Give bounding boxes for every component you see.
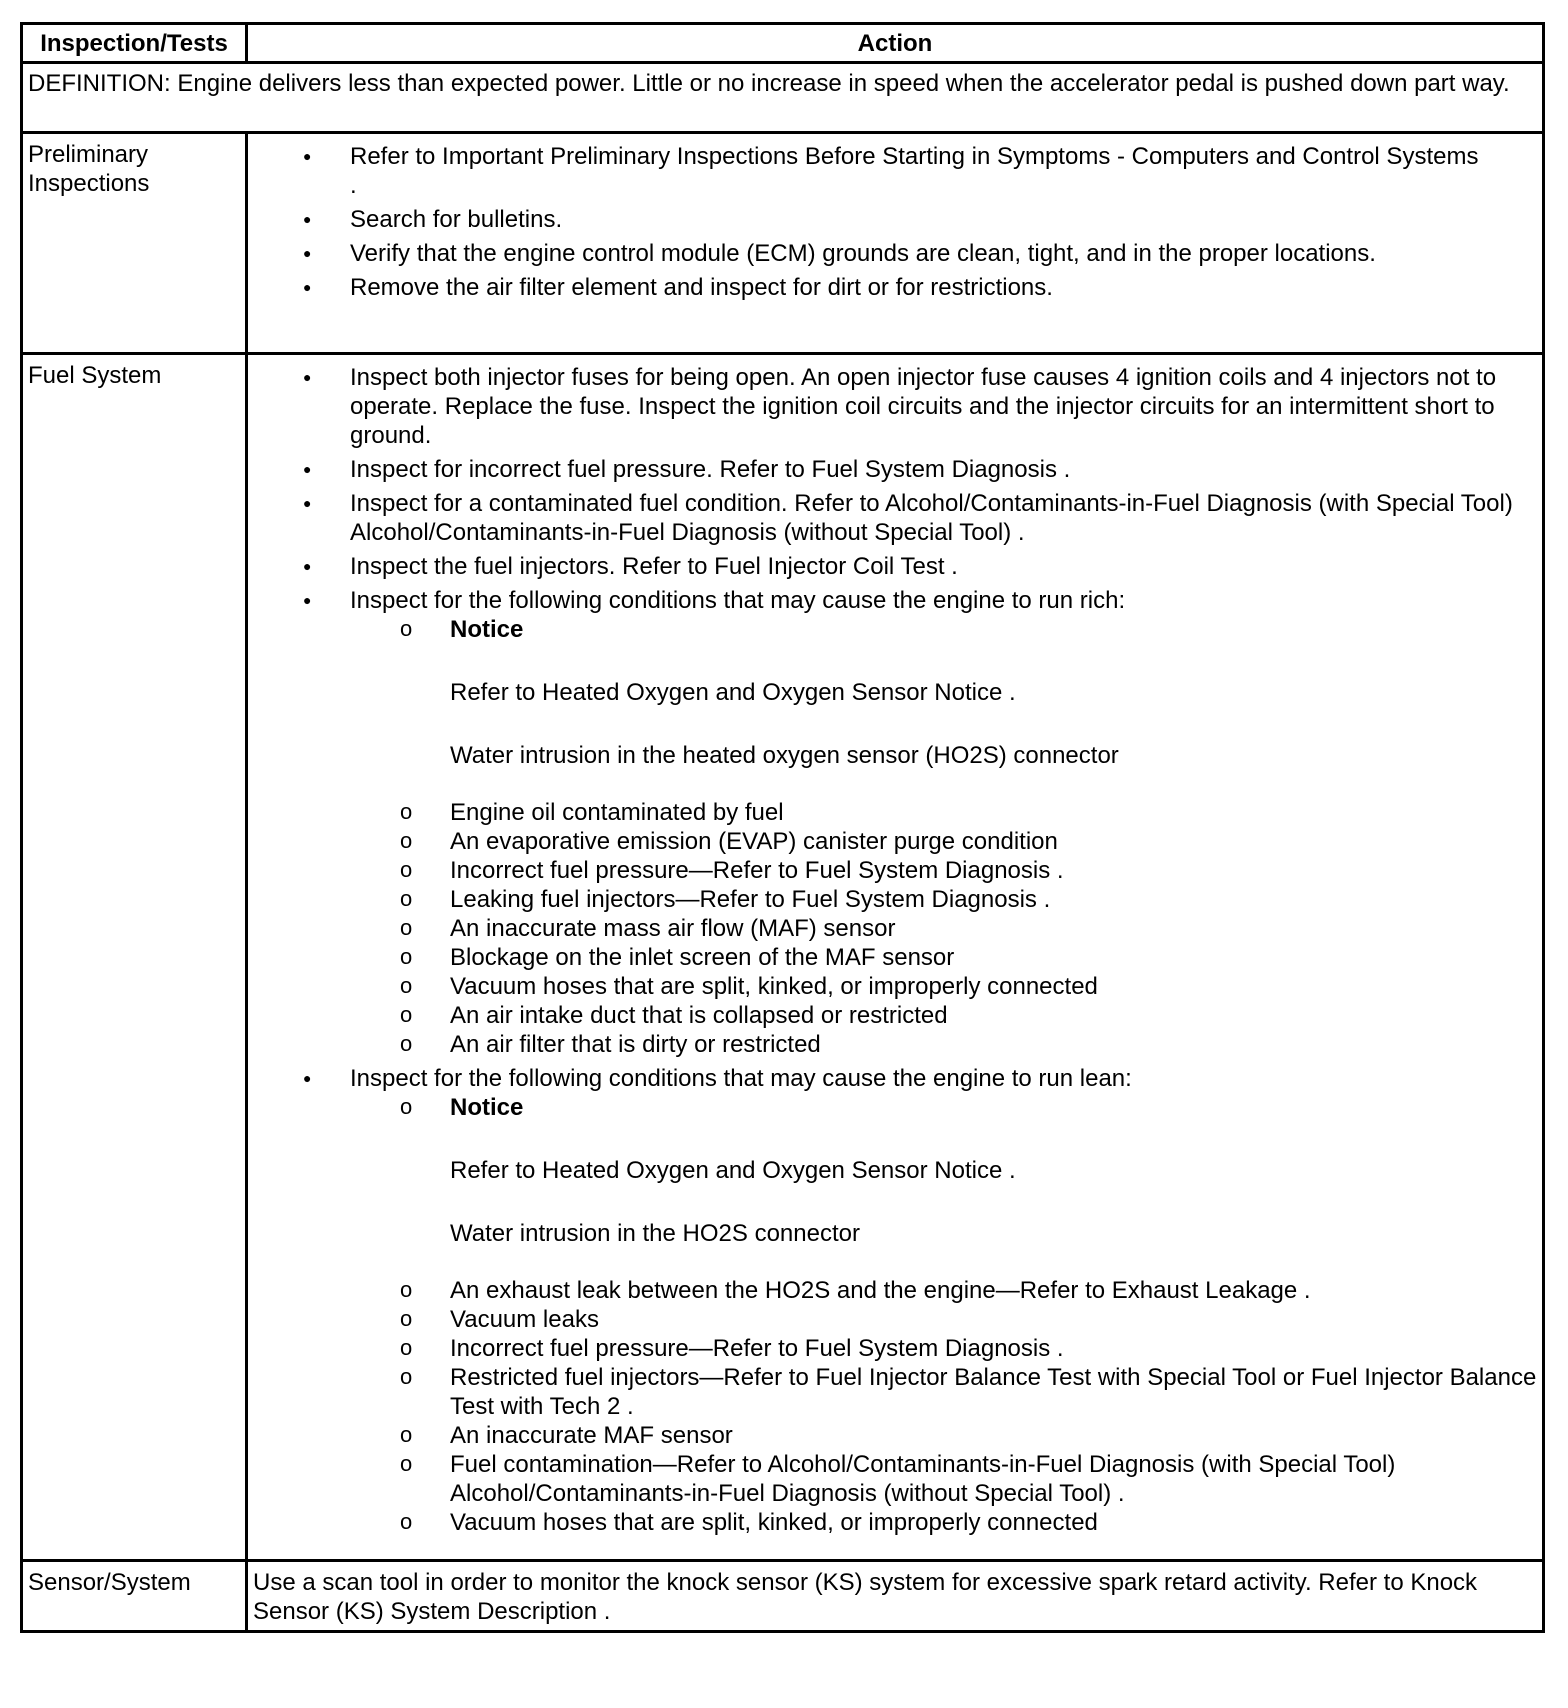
sensor-system-row [22, 1561, 1544, 1632]
lean-items-list [248, 1276, 1542, 1537]
list-item: o Leaking fuel injectors—Refer to Fuel System Diagnosis . [248, 885, 1542, 914]
notice-ref: Refer to Heated Oxygen and Oxygen Sensor Notice . [450, 1157, 1016, 1184]
sensor-system-label: Sensor/System [22, 1561, 247, 1632]
fuel-system-label: Fuel System [22, 354, 247, 1561]
list-item: ● Inspect for a contaminated fuel condition. Refer to Alcohol/Contaminants-in-Fuel Diagnosis (with Special Tool) Alcohol/Contaminants-in-Fuel Diagnosis (without Special Tool) . [248, 489, 1542, 547]
list-item: ● Remove the air filter element and inspect for dirt or for restrictions. [248, 273, 1542, 302]
notice-text: Water intrusion in the HO2S connector [450, 1220, 860, 1247]
list-item: o Engine oil contaminated by fuel [248, 798, 1542, 827]
rich-conditions-list [248, 615, 1538, 770]
list-item: o An inaccurate MAF sensor [248, 1421, 1542, 1450]
notice-title: Notice [450, 1094, 524, 1121]
list-item: o Vacuum hoses that are split, kinked, or improperly connected [248, 1508, 1542, 1537]
list-item: ● Search for bulletins. [248, 205, 1542, 234]
sensor-system-text: Use a scan tool in order to monitor the knock sensor (KS) system for excessive spark retard activity. Refer to Knock Sensor (KS) System Description . [247, 1561, 1544, 1632]
fuel-list-lean [248, 1064, 1542, 1248]
list-item: o An inaccurate mass air flow (MAF) sensor [248, 914, 1542, 943]
lean-notice-list [248, 1093, 1538, 1248]
header-inspection-tests: Inspection/Tests [22, 24, 247, 63]
list-item: o Fuel contamination—Refer to Alcohol/Contaminants-in-Fuel Diagnosis (with Special Tool) Alcohol/Contaminants-in-Fuel Diagnosis (without Special Tool) . [248, 1450, 1542, 1508]
list-item-lean: ● Inspect for the following conditions that may cause the engine to run lean: o Notice Refer to Heated Oxygen and Oxygen Sensor Notice . Water intrusion in the HO2S connector [248, 1064, 1542, 1248]
header-row [22, 24, 1544, 63]
list-item: ● Refer to Important Preliminary Inspections Before Starting in Symptoms - Computers and Control Systems . [248, 142, 1542, 200]
list-item: ● Verify that the engine control module (ECM) grounds are clean, tight, and in the proper locations. [248, 239, 1542, 268]
list-item: o Vacuum leaks [248, 1305, 1542, 1334]
list-item: o An evaporative emission (EVAP) canister purge condition [248, 827, 1542, 856]
list-item: o An exhaust leak between the HO2S and the engine—Refer to Exhaust Leakage . [248, 1276, 1542, 1305]
preliminary-label: Preliminary Inspections [22, 133, 247, 354]
preliminary-actions [247, 133, 1544, 354]
list-item: ● Inspect both injector fuses for being open. An open injector fuse causes 4 ignition coils and 4 injectors not to operate. Replace the fuse. Inspect the ignition coil circuits and the injector circuits for an intermittent short to ground. [248, 363, 1542, 450]
rich-items-list [248, 798, 1542, 1059]
notice-title: Notice [450, 616, 524, 643]
preliminary-row [22, 133, 1544, 354]
diagnostic-table [20, 22, 1545, 1633]
definition-text: DEFINITION: Engine delivers less than expected power. Little or no increase in speed when the accelerator pedal is pushed down part way. [22, 63, 1544, 133]
list-item: o Incorrect fuel pressure—Refer to Fuel System Diagnosis . [248, 1334, 1542, 1363]
list-item: o An air filter that is dirty or restricted [248, 1030, 1542, 1059]
notice-block [248, 1093, 1538, 1248]
notice-block [248, 615, 1538, 770]
list-item: ● Inspect the fuel injectors. Refer to Fuel Injector Coil Test . [248, 552, 1542, 581]
list-item: o Vacuum hoses that are split, kinked, or improperly connected [248, 972, 1542, 1001]
notice-text: Water intrusion in the heated oxygen sensor (HO2S) connector [450, 742, 1119, 769]
preliminary-list [248, 142, 1542, 302]
fuel-system-actions [247, 354, 1544, 1561]
fuel-system-row [22, 354, 1544, 1561]
list-item: o Incorrect fuel pressure—Refer to Fuel System Diagnosis . [248, 856, 1542, 885]
list-item-rich: ● Inspect for the following conditions that may cause the engine to run rich: o Notice Refer to Heated Oxygen and Oxygen Sensor Notice . Water intrusion in the heated oxygen sensor (HO2S) connector [248, 586, 1542, 770]
list-item: o Restricted fuel injectors—Refer to Fuel Injector Balance Test with Special Tool or Fuel Injector Balance Test with Tech 2 . [248, 1363, 1542, 1421]
list-item: o Blockage on the inlet screen of the MAF sensor [248, 943, 1542, 972]
list-item: o An air intake duct that is collapsed or restricted [248, 1001, 1542, 1030]
fuel-list [248, 363, 1542, 770]
header-action: Action [247, 24, 1544, 63]
notice-ref: Refer to Heated Oxygen and Oxygen Sensor Notice . [450, 679, 1016, 706]
list-item: ● Inspect for incorrect fuel pressure. Refer to Fuel System Diagnosis . [248, 455, 1542, 484]
definition-row [22, 63, 1544, 133]
